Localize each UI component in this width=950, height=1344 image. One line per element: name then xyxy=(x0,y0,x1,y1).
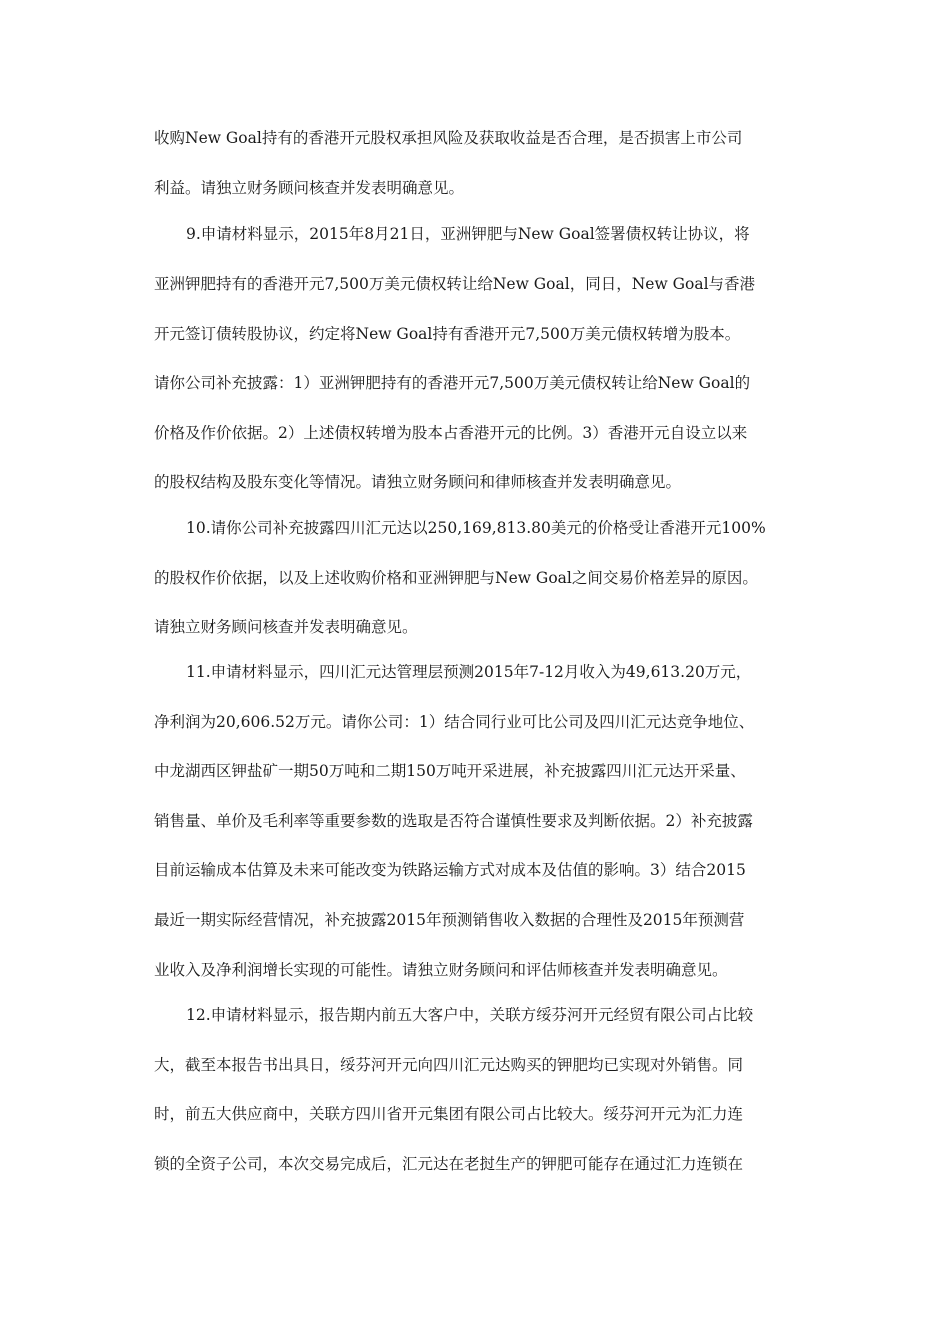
text-line: 销售量、单价及毛利率等重要参数的选取是否符合谨慎性要求及判断依据。2）补充披露 xyxy=(154,812,753,830)
text-line: 利益。请独立财务顾问核查并发表明确意见。 xyxy=(154,179,465,197)
text-line: 价格及作价依据。2）上述债权转增为股本占香港开元的比例。3）香港开元自设立以来 xyxy=(154,424,748,442)
text-line: 开元签订债转股协议，约定将New Goal持有香港开元7,500万美元债权转增为股本。 xyxy=(154,325,741,343)
text-line: 请独立财务顾问核查并发表明确意见。 xyxy=(154,618,418,636)
text-line: 目前运输成本估算及未来可能改变为铁路运输方式对成本及估值的影响。3）结合2015 xyxy=(154,861,746,879)
text-line: 时，前五大供应商中，关联方四川省开元集团有限公司占比较大。绥芬河开元为汇力连 xyxy=(154,1105,744,1123)
paragraph-9-start: 9.申请材料显示，2015年8月21日，亚洲钾肥与New Goal签署债权转让协议，将 xyxy=(186,225,750,243)
text-line: 的股权结构及股东变化等情况。请独立财务顾问和律师核查并发表明确意见。 xyxy=(154,473,682,491)
text-line: 锁的全资子公司，本次交易完成后，汇元达在老挝生产的钾肥可能存在通过汇力连锁在 xyxy=(154,1155,744,1173)
text-line: 请你公司补充披露：1）亚洲钾肥持有的香港开元7,500万美元债权转让给New Goal的 xyxy=(154,374,751,392)
text-line: 亚洲钾肥持有的香港开元7,500万美元债权转让给New Goal，同日，New Goal与香港 xyxy=(154,275,756,293)
paragraph-10-start: 10.请你公司补充披露四川汇元达以250,169,813.80美元的价格受让香港开元100% xyxy=(186,519,766,537)
paragraph-12-start: 12.申请材料显示，报告期内前五大客户中，关联方绥芬河开元经贸有限公司占比较 xyxy=(186,1006,754,1024)
text-line: 收购New Goal持有的香港开元股权承担风险及获取收益是否合理，是否损害上市公司 xyxy=(154,129,743,147)
text-line: 大，截至本报告书出具日，绥芬河开元向四川汇元达购买的钾肥均已实现对外销售。同 xyxy=(154,1056,744,1074)
text-line: 净利润为20,606.52万元。请你公司：1）结合同行业可比公司及四川汇元达竞争地位、 xyxy=(154,713,755,731)
text-line: 最近一期实际经营情况，补充披露2015年预测销售收入数据的合理性及2015年预测营 xyxy=(154,911,745,929)
text-line: 中龙湖西区钾盐矿一期50万吨和二期150万吨开采进展，补充披露四川汇元达开采量、 xyxy=(154,762,746,780)
paragraph-11-start: 11.申请材料显示，四川汇元达管理层预测2015年7-12月收入为49,613.20万元， xyxy=(186,663,752,681)
text-line: 的股权作价依据，以及上述收购价格和亚洲钾肥与New Goal之间交易价格差异的原因。 xyxy=(154,569,758,587)
text-line: 业收入及净利润增长实现的可能性。请独立财务顾问和评估师核查并发表明确意见。 xyxy=(154,961,728,979)
